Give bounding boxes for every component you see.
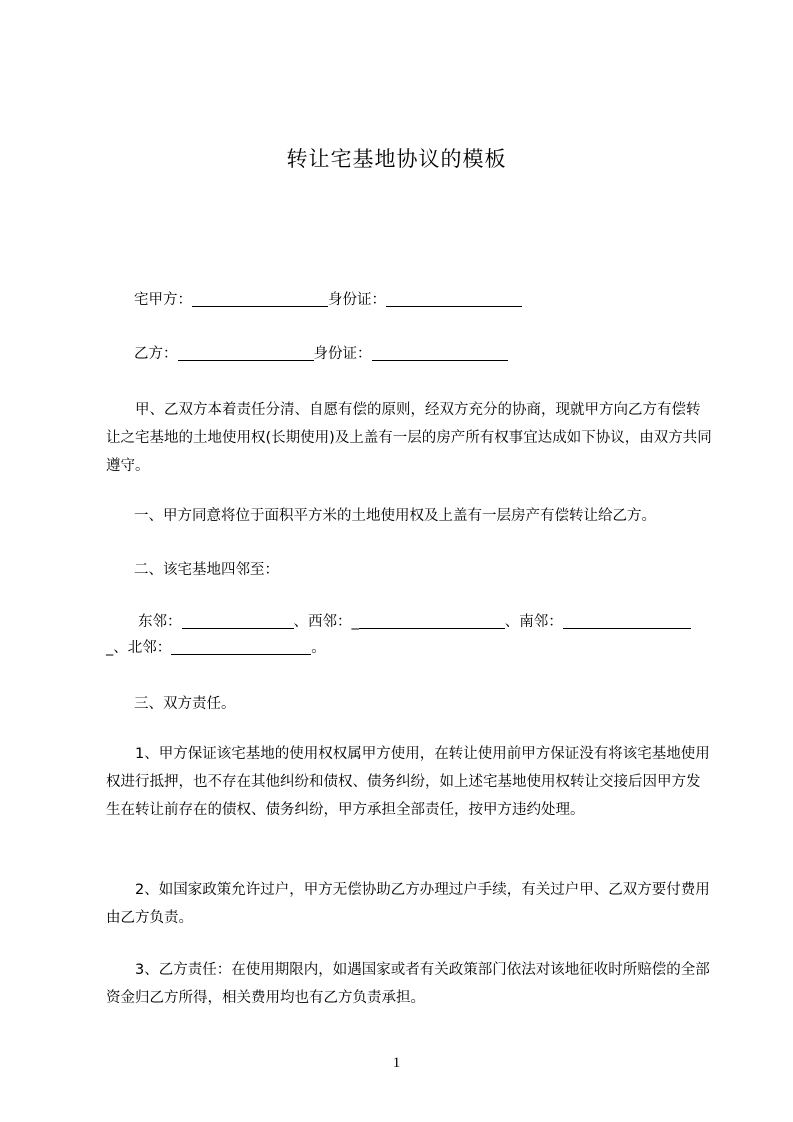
party-a-id-label: 身份证：: [328, 292, 386, 308]
item-2: 2、如国家政策允许过户，甲方无偿协助乙方办理过户手续，有关过户甲、乙双方要付费用由乙方负责。: [106, 882, 710, 926]
clause-1: 一、甲方同意将位于面积平方米的土地使用权及上盖有一层房产有偿转让给乙方。: [134, 508, 656, 524]
south-blank: [563, 612, 691, 629]
party-a-name-blank: [192, 290, 328, 307]
page-title: 转让宅基地协议的模板: [286, 147, 507, 171]
west-label: 、西邻：_: [293, 614, 359, 630]
party-a-line: [134, 286, 522, 314]
west-blank: [359, 612, 505, 629]
intro-paragraph: 甲、乙双方本着责任分清、自愿有偿的原则，经双方充分的协商，现就甲方向乙方有偿转让之宅基地的土地使用权(长期使用)及上盖有一层的房产所有权事宜达成如下协议，由双方共同遵守。: [106, 402, 712, 474]
page-number: 1: [392, 1055, 401, 1071]
neighbors-line-1: [138, 608, 691, 636]
item-1: 1、甲方保证该宅基地的使用权权属甲方使用，在转让使用前甲方保证没有将该宅基地使用权进行抵押，也不存在其他纠纷和债权、债务纠纷，如上述宅基地使用权转让交接后因甲方发生在转让前存在的债权、债务纠纷，甲方承担全部责任，按甲方违约处理。: [106, 746, 710, 818]
north-blank: [171, 638, 311, 655]
clause-3: 三、双方责任。: [134, 696, 236, 712]
party-b-line: [134, 340, 508, 368]
party-a-id-blank: [386, 290, 522, 307]
party-b-name-blank: [178, 344, 314, 361]
east-blank: [182, 612, 294, 629]
neighbors-line-2: [106, 634, 326, 662]
party-b-id-blank: [372, 344, 508, 361]
north-label: _、北邻：: [106, 640, 172, 656]
party-a-label: 宅甲方：: [134, 292, 192, 308]
east-label: 东邻：: [138, 614, 182, 630]
item-3: 3、乙方责任：在使用期限内，如遇国家或者有关政策部门依法对该地征收时所赔偿的全部资金归乙方所得，相关费用均也有乙方负责承担。: [106, 962, 710, 1006]
end-mark: 。: [311, 640, 326, 656]
clause-2: 二、该宅基地四邻至：: [134, 562, 279, 578]
south-label: 、南邻：: [504, 614, 563, 630]
party-b-label: 乙方：: [134, 346, 178, 362]
party-b-id-label: 身份证：: [313, 346, 372, 362]
